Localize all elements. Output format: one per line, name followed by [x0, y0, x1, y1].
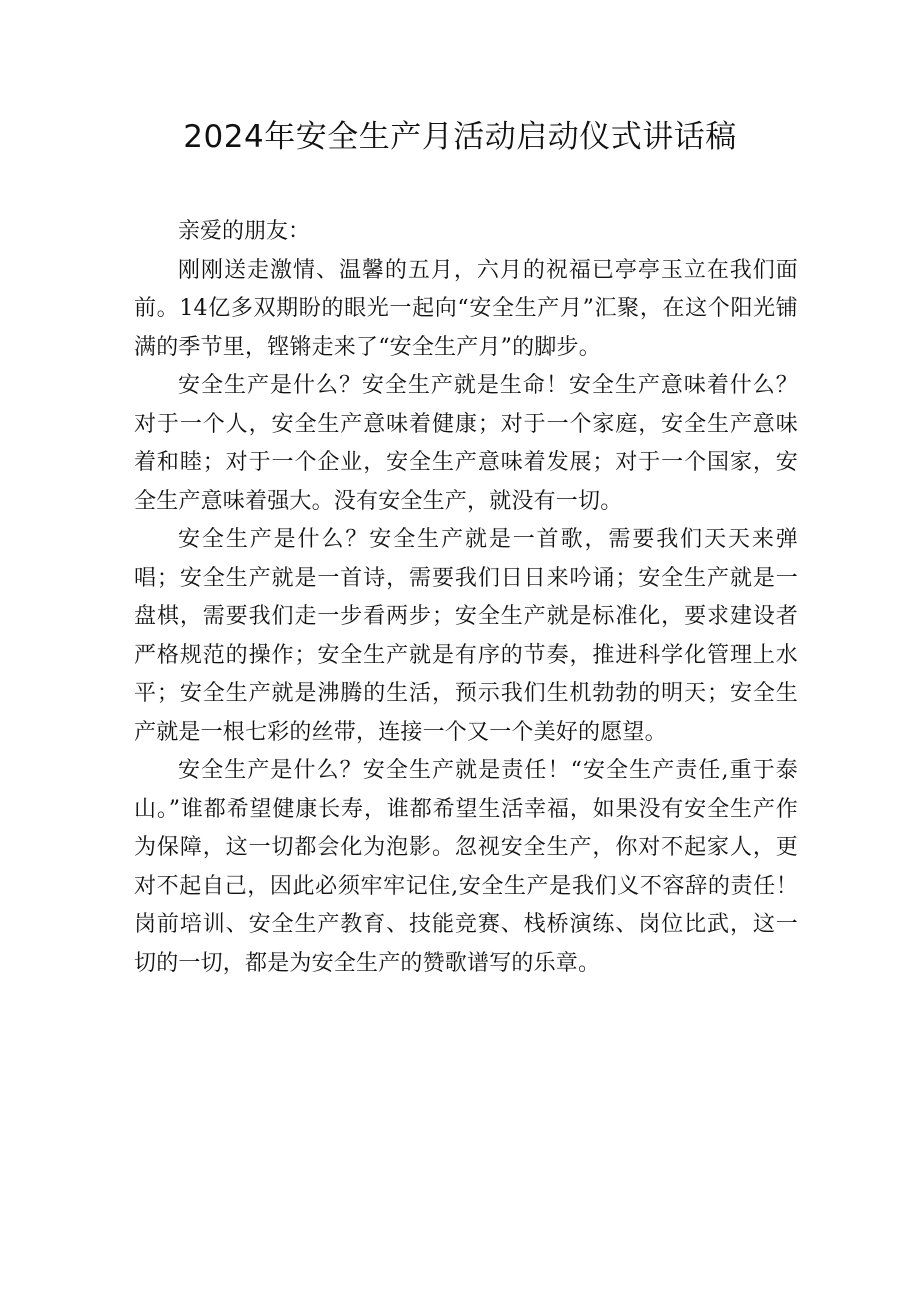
paragraph-2: 安全生产是什么？安全生产就是生命！安全生产意味着什么？对于一个人，安全生产意味着健康；对于一个家庭，安全生产意味着和睦；对于一个企业，安全生产意味着发展；对于一个国家，安全生产意味着强大。没有安全生产，就没有一切。: [134, 373, 798, 514]
greeting-line: 亲爱的朋友：: [178, 219, 311, 244]
document-body: [134, 213, 798, 983]
paragraph-4: 安全生产是什么？安全生产就是责任！“安全生产责任,重于泰山。”谁都希望健康长寿，谁都希望生活幸福，如果没有安全生产作为保障，这一切都会化为泡影。忽视安全生产，你对不起家人，更对不起自己，因此必须牢牢记住,安全生产是我们义不容辞的责任！岗前培训、安全生产教育、技能竞赛、栈桥演练、岗位比武，这一切的一切，都是为安全生产的赞歌谱写的乐章。: [134, 758, 798, 976]
paragraph-3: 安全生产是什么？安全生产就是一首歌，需要我们天天来弹唱；安全生产就是一首诗，需要我们日日来吟诵；安全生产就是一盘棋，需要我们走一步看两步；安全生产就是标准化，要求建设者严格规范的操作；安全生产就是有序的节奏，推进科学化管理上水平；安全生产就是沸腾的生活，预示我们生机勃勃的明天；安全生产就是一根七彩的丝带，连接一个又一个美好的愿望。: [134, 527, 798, 745]
document-title: 2024年安全生产月活动启动仪式讲话稿: [183, 119, 737, 155]
paragraph-1: 刚刚送走激情、温馨的五月，六月的祝福已亭亭玉立在我们面前。14亿多双期盼的眼光一起向“安全生产月”汇聚，在这个阳光铺满的季节里，铿锵走来了“安全生产月”的脚步。: [134, 257, 798, 360]
